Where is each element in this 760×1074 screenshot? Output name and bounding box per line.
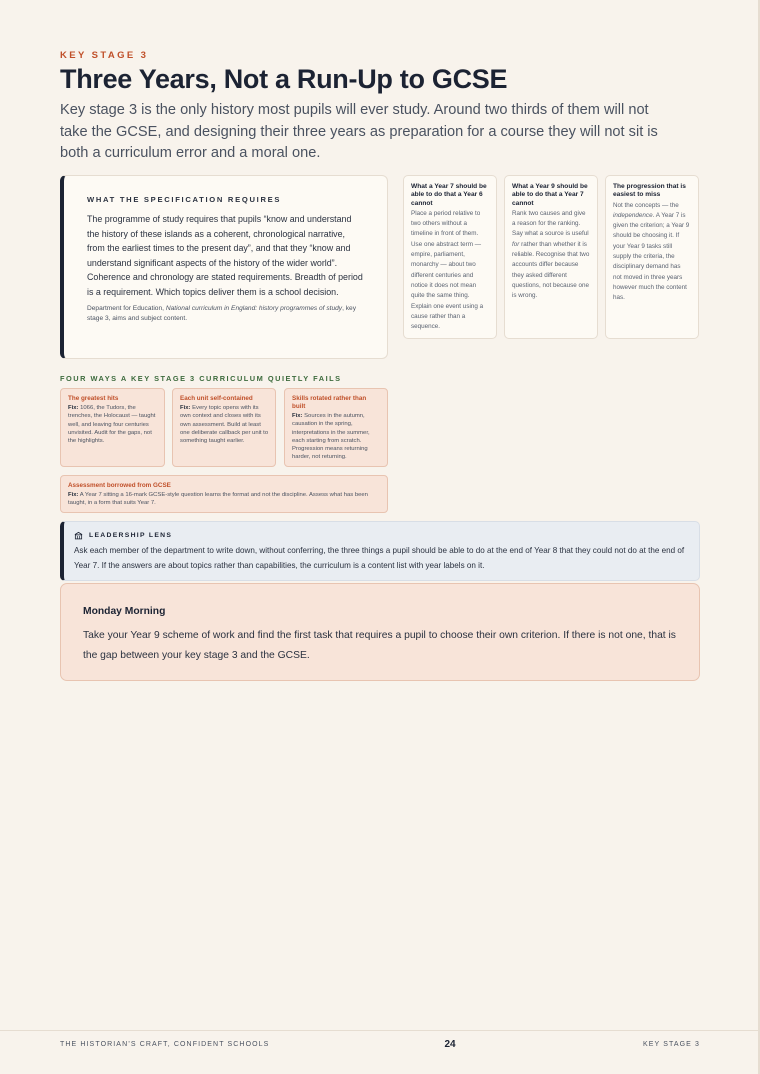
fail-body [68, 491, 381, 508]
fail-body [180, 404, 269, 445]
progression-body-a: Not the concepts — the [613, 201, 679, 209]
monday-body: Take your Year 9 scheme of work and find the first task that requires a pupil to choose their own criterion. If there is not one, that is the gap between your key stage 3 and the GCSE. [83, 630, 676, 661]
year9-body-emphasis: for [512, 240, 520, 248]
page-title: Three Years, Not a Run-Up to GCSE [60, 64, 508, 94]
specification-heading: WHAT THE SPECIFICATION REQUIRES [87, 195, 282, 204]
progression-body-emphasis: independence [613, 211, 653, 219]
specification-card [60, 175, 388, 359]
fail-body [68, 404, 158, 445]
lede-paragraph: Key stage 3 is the only history most pupils will ever study. Around two thirds of them will not take the GCSE, and designing their three years as preparation for a course they will not sit is both a curriculum error and a moral one. [60, 102, 658, 161]
year9-column [504, 175, 598, 339]
fix-text: Sources in the autumn, causation in the spring, interpretations in the summer, each starting from scratch. Progression means returning harder, not returning. [292, 413, 370, 461]
fix-label: Fix: [68, 492, 79, 498]
fail-title: Skills rotated rather than built [292, 395, 367, 410]
fail-body [292, 412, 381, 462]
monday-title: Monday Morning [83, 606, 166, 617]
monday-morning-box [60, 583, 700, 681]
year9-body-b: rather than whether it is reliable. Recognise that two accounts differ because they asked different questions, not because one is wrong. [512, 240, 590, 300]
year9-body [512, 209, 590, 302]
fail-card [172, 388, 276, 467]
year9-heading: What a Year 9 should be able to do that a Year 7 cannot [512, 183, 588, 207]
leadership-lens-callout [60, 521, 700, 581]
fail-title: The greatest hits [68, 395, 119, 402]
specification-citation [87, 304, 363, 324]
fix-text: 1066, the Tudors, the trenches, the Holocaust — taught well, and leaving four centuries unvisited. Audit for the gaps, not the highlights. [68, 405, 156, 445]
fail-card [60, 388, 165, 467]
building-icon [74, 531, 83, 540]
fail-card [60, 475, 388, 513]
year7-column [403, 175, 497, 339]
fix-text: Every topic opens with its own context and closes with its own assessment. Build at least one deliberate callback per unit to something taught earlier. [180, 405, 269, 445]
year7-heading: What a Year 7 should be able to do that a Year 6 cannot [411, 183, 487, 207]
fix-text: A Year 7 sitting a 16-mark GCSE-style question learns the format and not the discipline. Assess what has been taught, in a form that suits Year 7. [68, 492, 368, 507]
progression-body [613, 201, 691, 304]
footer-section: KEY STAGE 3 [643, 1041, 700, 1048]
fails-heading: FOUR WAYS A KEY STAGE 3 CURRICULUM QUIETLY FAILS [60, 374, 342, 383]
page-number: 24 [444, 1039, 456, 1050]
citation-author: Department for Education, [87, 305, 166, 312]
fix-label: Fix: [68, 405, 79, 411]
footer-divider [0, 1030, 760, 1031]
fix-label: Fix: [292, 413, 303, 419]
lens-body: Ask each member of the department to write down, without conferring, the three things a pupil should be able to do at the end of Year 8 that they could not do at the end of Year 7. If the answers are about topics rather than capabilities, the curriculum is a content list with year labels on it. [74, 546, 685, 570]
progression-body-b: . A Year 7 is given the criterion; a Year 9 should be choosing it. If your Year 9 tasks still supply the criteria, the disciplinary demand has not moved in three years however much the content has. [613, 211, 690, 302]
progression-column [605, 175, 699, 339]
fail-title: Each unit self-contained [180, 395, 253, 402]
year9-body-a: Rank two causes and give a reason for the ranking. Say what a source is useful [512, 209, 589, 238]
citation-rest: , key stage 3, aims and subject content. [87, 305, 357, 322]
specification-body: The programme of study requires that pupils “know and understand the history of these islands as a coherent, chronological narrative, from the earliest times to the present day”, and that they “know and understand significant aspects of the history of the wider world”. Coherence and chronology are stated requirements. Breadth of period is a requirement. Which topics deliver them is a school decision. [87, 214, 363, 297]
lens-header [74, 531, 689, 540]
footer-publication: THE HISTORIAN’S CRAFT, CONFIDENT SCHOOLS [60, 1041, 270, 1048]
citation-title: National curriculum in England: history programmes of study [165, 305, 343, 312]
lens-heading: LEADERSHIP LENS [89, 532, 173, 539]
year7-body: Place a period relative to two others without a timeline in front of them. Use one abstract term — empire, parliament, monarchy — about two different centuries and notice it does not mean quite the same thing. Explain one event using a cause rather than a sequence. [411, 209, 484, 331]
progression-heading: The progression that is easiest to miss [613, 183, 686, 199]
fail-card [284, 388, 388, 467]
fix-label: Fix: [180, 405, 191, 411]
section-kicker: KEY STAGE 3 [60, 50, 149, 61]
fail-title: Assessment borrowed from GCSE [68, 482, 171, 489]
